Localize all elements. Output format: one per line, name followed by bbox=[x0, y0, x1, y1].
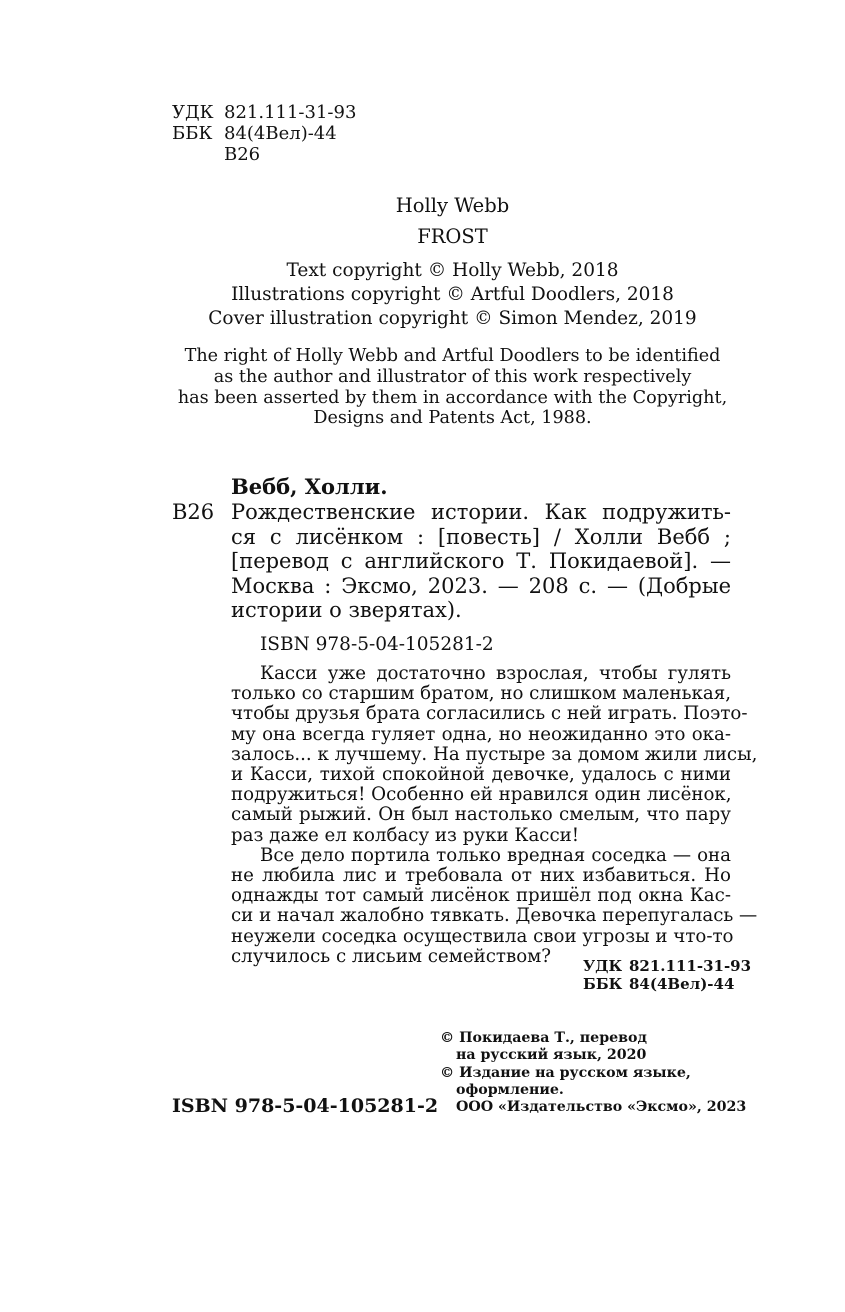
rights-line: The right of Holly Webb and Artful Doodlers to be identified bbox=[184, 346, 721, 366]
bibliographic-code: В26 bbox=[172, 500, 215, 524]
imprint-copyright bbox=[440, 1030, 746, 1116]
bib-line: ся с лисёнком : [повесть] / Холли Вебб ; bbox=[231, 524, 731, 549]
bbk-label: ББК bbox=[172, 123, 213, 144]
rights-line: as the author and illustrator of this work respectively bbox=[213, 366, 692, 387]
isbn-bottom: ISBN 978-5-04-105281-2 bbox=[172, 1095, 439, 1117]
moral-rights-notice bbox=[0, 346, 845, 429]
annotation-line: подружиться! Особенно ей нравился один лисёнок, bbox=[231, 784, 732, 806]
original-title: FROST bbox=[417, 225, 488, 248]
imprint-line: на русский язык, 2020 bbox=[456, 1047, 647, 1064]
classification-codes-bottom bbox=[583, 958, 751, 993]
copyright-line: Cover illustration copyright © Simon Mendez, 2019 bbox=[208, 308, 697, 329]
annotation-line: залось... к лучшему. На пустыре за домом жили лисы, bbox=[231, 743, 758, 765]
annotation-line: однажды тот самый лисёнок пришёл под окна Кас- bbox=[231, 885, 731, 907]
annotation-line: случилось с лисьим семейством? bbox=[231, 945, 552, 967]
bib-line: Москва : Эксмо, 2023. — 208 с. — (Добрые bbox=[231, 573, 731, 598]
bibliographic-isbn: ISBN 978-5-04-105281-2 bbox=[260, 634, 494, 655]
udk-label: УДК bbox=[172, 102, 214, 123]
annotation-line: неужели соседка осуществила свои угрозы и что-то bbox=[231, 925, 734, 947]
bibliographic-heading: Вебб, Холли. bbox=[231, 474, 388, 499]
imprint-line: ООО «Издательство «Эксмо», 2023 bbox=[456, 1099, 747, 1116]
udk-row bbox=[172, 102, 356, 123]
author-mark: В26 bbox=[224, 144, 261, 165]
rights-line: has been asserted by them in accordance with the Copyright, bbox=[177, 387, 728, 408]
bbk-value: 84(4Вел)-44 bbox=[224, 123, 337, 144]
imprint-line: © Издание на русском языке, bbox=[440, 1064, 691, 1081]
copyright-line: Text copyright © Holly Webb, 2018 bbox=[286, 260, 619, 281]
bib-line: [перевод с английского Т. Покидаевой]. — bbox=[231, 549, 731, 573]
annotation-line: Касси уже достаточно взрослая, чтобы гулять bbox=[260, 663, 731, 684]
annotation-line: самый рыжий. Он был настолько смелым, что пару bbox=[231, 804, 731, 826]
annotation-line: и Касси, тихой спокойной девочке, удалось с ними bbox=[231, 764, 731, 786]
bbk-value: 84(4Вел)-44 bbox=[629, 974, 735, 993]
udk-row bbox=[583, 958, 751, 976]
udk-value: 821.111-31-93 bbox=[224, 102, 357, 123]
annotation-line: си и начал жалобно тявкать. Девочка перепугалась — bbox=[231, 905, 758, 927]
rights-line: Designs and Patents Act, 1988. bbox=[313, 408, 592, 429]
bbk-label: ББК bbox=[583, 974, 623, 993]
bib-line: истории о зверятах). bbox=[231, 598, 462, 622]
udk-value: 821.111-31-93 bbox=[629, 957, 752, 975]
imprint-line: © Покидаева Т., перевод bbox=[440, 1030, 647, 1046]
bibliographic-description bbox=[231, 500, 731, 623]
annotation-line: раз даже ел колбасу из руки Касси! bbox=[231, 824, 580, 846]
udk-label: УДК bbox=[583, 957, 623, 975]
annotation-line: только со старшим братом, но слишком маленькая, bbox=[231, 683, 731, 705]
annotation-line: Все дело портила только вредная соседка — она bbox=[260, 844, 731, 866]
copyright-line: Illustrations copyright © Artful Doodlers, 2018 bbox=[231, 284, 674, 305]
original-author: Holly Webb bbox=[395, 194, 510, 217]
bbk-row bbox=[172, 123, 356, 144]
author-mark-row bbox=[172, 144, 356, 165]
classification-codes-top bbox=[172, 102, 356, 165]
annotation-line: му она всегда гуляет одна, но неожиданно это ока- bbox=[231, 723, 731, 745]
bib-line: Рождественские истории. Как подружить- bbox=[231, 500, 731, 524]
bbk-row bbox=[583, 976, 751, 994]
copyright-block bbox=[0, 259, 845, 331]
annotation-line: чтобы друзья брата согласились с ней играть. Поэто- bbox=[231, 703, 748, 725]
annotation-line: не любила лис и требовала от них избавиться. Но bbox=[231, 865, 731, 887]
imprint-line: оформление. bbox=[456, 1081, 564, 1098]
